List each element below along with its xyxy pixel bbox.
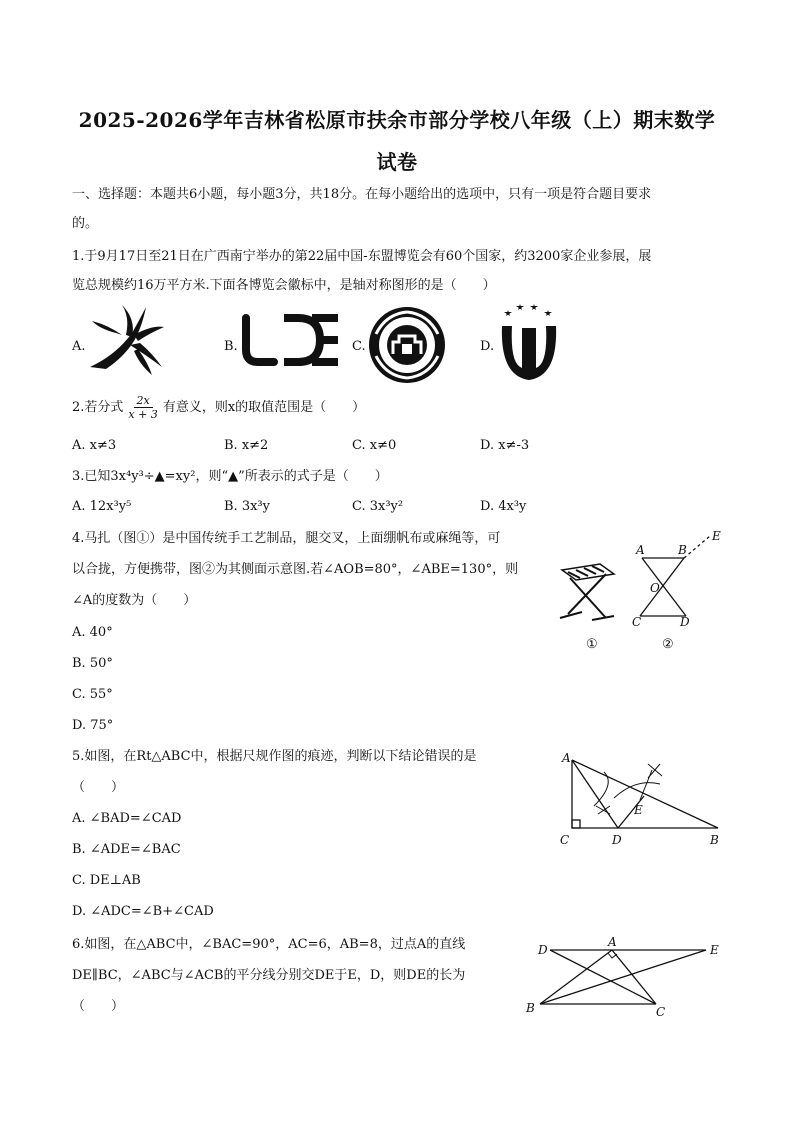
q4-stem-line3: ∠A的度数为（ ） bbox=[72, 593, 197, 608]
paper-title-line1: 2025-2026学年吉林省松原市扶余市部分学校八年级（上）期末数学 bbox=[78, 108, 716, 132]
q4-option-c: C. 55° bbox=[72, 687, 113, 702]
stool-figure-icon bbox=[556, 560, 620, 624]
q1-option-b: B. bbox=[224, 339, 238, 354]
q4-label-A: A bbox=[636, 543, 645, 557]
q5-stem-line1: 5.如图，在Rt△ABC中，根据尺规作图的痕迹，判断以下结论错误的是 bbox=[72, 749, 477, 764]
paper-title-line2: 试卷 bbox=[376, 150, 418, 174]
figure-2-caption: ② bbox=[662, 637, 674, 652]
q6-stem-line1: 6.如图，在△ABC中，∠BAC=90°，AC=6，AB=8，过点A的直线 bbox=[72, 937, 466, 952]
q2-fraction-denominator: x + 3 bbox=[128, 408, 158, 421]
q1-stem-line2: 览总规模约16万平方米.下面各博览会徽标中，是轴对称图形的是（ ） bbox=[72, 278, 496, 293]
q5-option-d: D. ∠ADC=∠B+∠CAD bbox=[72, 904, 214, 919]
section-header-cont: 的。 bbox=[72, 216, 99, 231]
figure-1-caption: ① bbox=[586, 637, 598, 652]
q2-option-d: D. x≠-3 bbox=[480, 438, 530, 453]
logo-d-icon bbox=[496, 304, 562, 384]
q3-option-b: B. 3x³y bbox=[224, 499, 270, 514]
q6-stem-line2: DE∥BC，∠ABC与∠ACB的平分线分别交DE于E，D，则DE的长为 bbox=[72, 968, 466, 983]
q4-label-D: D bbox=[680, 615, 690, 629]
q2-option-b: B. x≠2 bbox=[224, 438, 269, 453]
q6-label-B: B bbox=[526, 1001, 535, 1015]
q5-label-D: D bbox=[612, 833, 622, 847]
q1-option-c: C. bbox=[352, 339, 366, 354]
q2-stem bbox=[72, 394, 365, 421]
q3-option-c: C. 3x³y² bbox=[352, 499, 404, 514]
q6-parallel-diagram bbox=[522, 932, 728, 1020]
q6-label-C: C bbox=[656, 1005, 666, 1019]
logo-b-icon bbox=[242, 314, 342, 364]
q6-label-D: D bbox=[538, 943, 548, 957]
q6-label-A: A bbox=[608, 935, 617, 949]
q4-label-O: O bbox=[650, 581, 660, 595]
q3-option-a: A. 12x³y⁵ bbox=[72, 499, 132, 514]
q1-stem-line1: 1.于9月17日至21日在广西南宁举办的第22届中国-东盟博览会有60个国家，约3200家企业参展，展 bbox=[72, 249, 652, 264]
q2-fraction bbox=[125, 394, 160, 421]
q3-stem: 3.已知3x⁴y³÷▲=xy²，则“▲”所表示的式子是（ ） bbox=[72, 469, 388, 484]
q5-label-A: A bbox=[562, 751, 571, 765]
q6-stem-line3: （ ） bbox=[72, 999, 125, 1014]
q4-label-C: C bbox=[632, 615, 642, 629]
q6-label-E: E bbox=[710, 943, 719, 957]
q2-option-c: C. x≠0 bbox=[352, 438, 397, 453]
q5-option-c: C. DE⊥AB bbox=[72, 873, 141, 888]
q4-option-b: B. 50° bbox=[72, 656, 113, 671]
q5-label-B: B bbox=[710, 833, 719, 847]
q4-option-a: A. 40° bbox=[72, 625, 113, 640]
section-header: 一、选择题：本题共6小题，每小题3分，共18分。在每小题给出的选项中，只有一项是符合题目要求 bbox=[72, 187, 652, 202]
q4-label-B: B bbox=[678, 543, 687, 557]
q4-side-diagram bbox=[628, 528, 728, 628]
q5-option-b: B. ∠ADE=∠BAC bbox=[72, 842, 181, 857]
q4-option-d: D. 75° bbox=[72, 718, 114, 733]
q5-stem-line2: （ ） bbox=[72, 780, 125, 795]
q1-option-d: D. bbox=[480, 339, 495, 354]
q3-option-d: D. 4x³y bbox=[480, 499, 527, 514]
q2-fraction-numerator: 2x bbox=[134, 394, 153, 408]
q2-suffix: 有意义，则x的取值范围是（ ） bbox=[162, 399, 366, 415]
q4-stem-line2: 以合拢，方便携带，图②为其侧面示意图.若∠AOB=80°，∠ABE=130°，则 bbox=[72, 562, 519, 577]
q5-option-a: A. ∠BAD=∠CAD bbox=[72, 811, 182, 826]
q4-label-E: E bbox=[712, 529, 721, 543]
q2-option-a: A. x≠3 bbox=[72, 438, 117, 453]
q4-stem-line1: 4.马扎（图①）是中国传统手工艺制品，腿交叉，上面绷帆布或麻绳等，可 bbox=[72, 531, 501, 546]
logo-a-icon bbox=[86, 305, 166, 375]
q2-prefix: 2.若分式 bbox=[72, 399, 124, 415]
q5-triangle-diagram bbox=[556, 748, 726, 852]
logo-c-icon bbox=[366, 304, 448, 386]
q5-label-C: C bbox=[560, 833, 570, 847]
q1-option-a: A. bbox=[72, 339, 86, 354]
q5-label-E: E bbox=[634, 803, 643, 817]
